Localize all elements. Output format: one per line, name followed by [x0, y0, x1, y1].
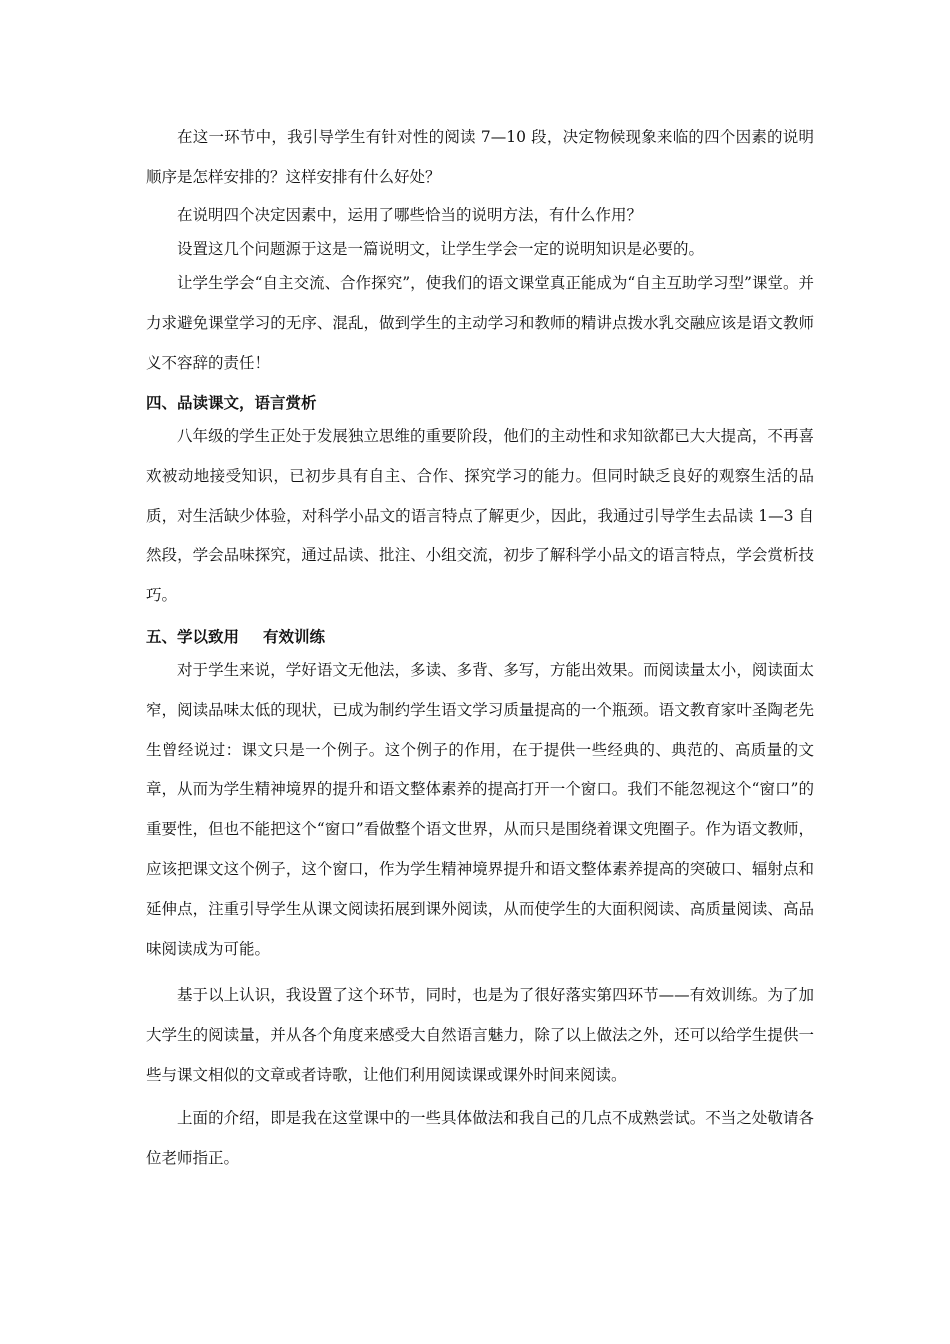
paragraph-question-purpose: 设置这几个问题源于这是一篇说明文，让学生学会一定的说明知识是必要的。 — [177, 240, 705, 258]
paragraph-reading-order: 在这一环节中，我引导学生有针对性的阅读 7—10 段，决定物候现象来临的四个因素的说明顺序是怎样安排的？这样安排有什么好处？ — [146, 128, 814, 186]
paragraph-conclusion: 上面的介绍，即是我在这堂课中的一些具体做法和我自己的几点不成熟尝试。不当之处敬请各位老师指正。 — [146, 1109, 814, 1167]
paragraph-self-study: 让学生学会“自主交流、合作探究”，使我们的语文课堂真正能成为“自主互助学习型”课堂。并力求避免课堂学习的无序、混乱，做到学生的主动学习和教师的精讲点拨水乳交融应该是语文教师义不容辞的责任！ — [146, 274, 814, 372]
paragraph-grade-eight: 八年级的学生正处于发展独立思维的重要阶段，他们的主动性和求知欲都已大大提高，不再喜欢被动地接受知识，已初步具有自主、合作、探究学习的能力。但同时缺乏良好的观察生活的品质，对生活缺少体验，对科学小品文的语言特点了解更少，因此，我通过引导学生去品读 1—3 自然段，学会品味探究，通过品读、批注、小组交流，初步了解科学小品文的语言特点，学会赏析技巧。 — [146, 427, 814, 605]
heading-five-part-one: 五、学以致用 — [146, 628, 240, 646]
section-heading-four: 四、品读课文，语言赏析 — [146, 394, 317, 412]
heading-five-part-two: 有效训练 — [263, 628, 326, 646]
paragraph-explanation-methods: 在说明四个决定因素中，运用了哪些恰当的说明方法，有什么作用？ — [177, 206, 643, 224]
paragraph-reading-practice: 对于学生来说，学好语文无他法，多读、多背、多写，方能出效果。而阅读量太小，阅读面太窄，阅读品味太低的现状，已成为制约学生语文学习质量提高的一个瓶颈。语文教育家叶圣陶老先生曾经说过：课文只是一个例子。这个例子的作用，在于提供一些经典的、典范的、高质量的文章，从而为学生精神境界的提升和语文整体素养的提高打开一个窗口。我们不能忽视这个“窗口”的重要性，但也不能把这个“窗口”看做整个语文世界，从而只是围绕着课文兜圈子。作为语文教师，应该把课文这个例子，这个窗口，作为学生精神境界提升和语文整体素养提高的突破口、辐射点和延伸点，注重引导学生从课文阅读拓展到课外阅读，从而使学生的大面积阅读、高质量阅读、高品味阅读成为可能。 — [146, 661, 814, 958]
paragraph-setting-reason: 基于以上认识，我设置了这个环节，同时，也是为了很好落实第四环节——有效训练。为了加大学生的阅读量，并从各个角度来感受大自然语言魅力，除了以上做法之外，还可以给学生提供一些与课文相似的文章或者诗歌，让他们利用阅读课或课外时间来阅读。 — [146, 986, 814, 1084]
section-heading-five — [146, 621, 814, 653]
